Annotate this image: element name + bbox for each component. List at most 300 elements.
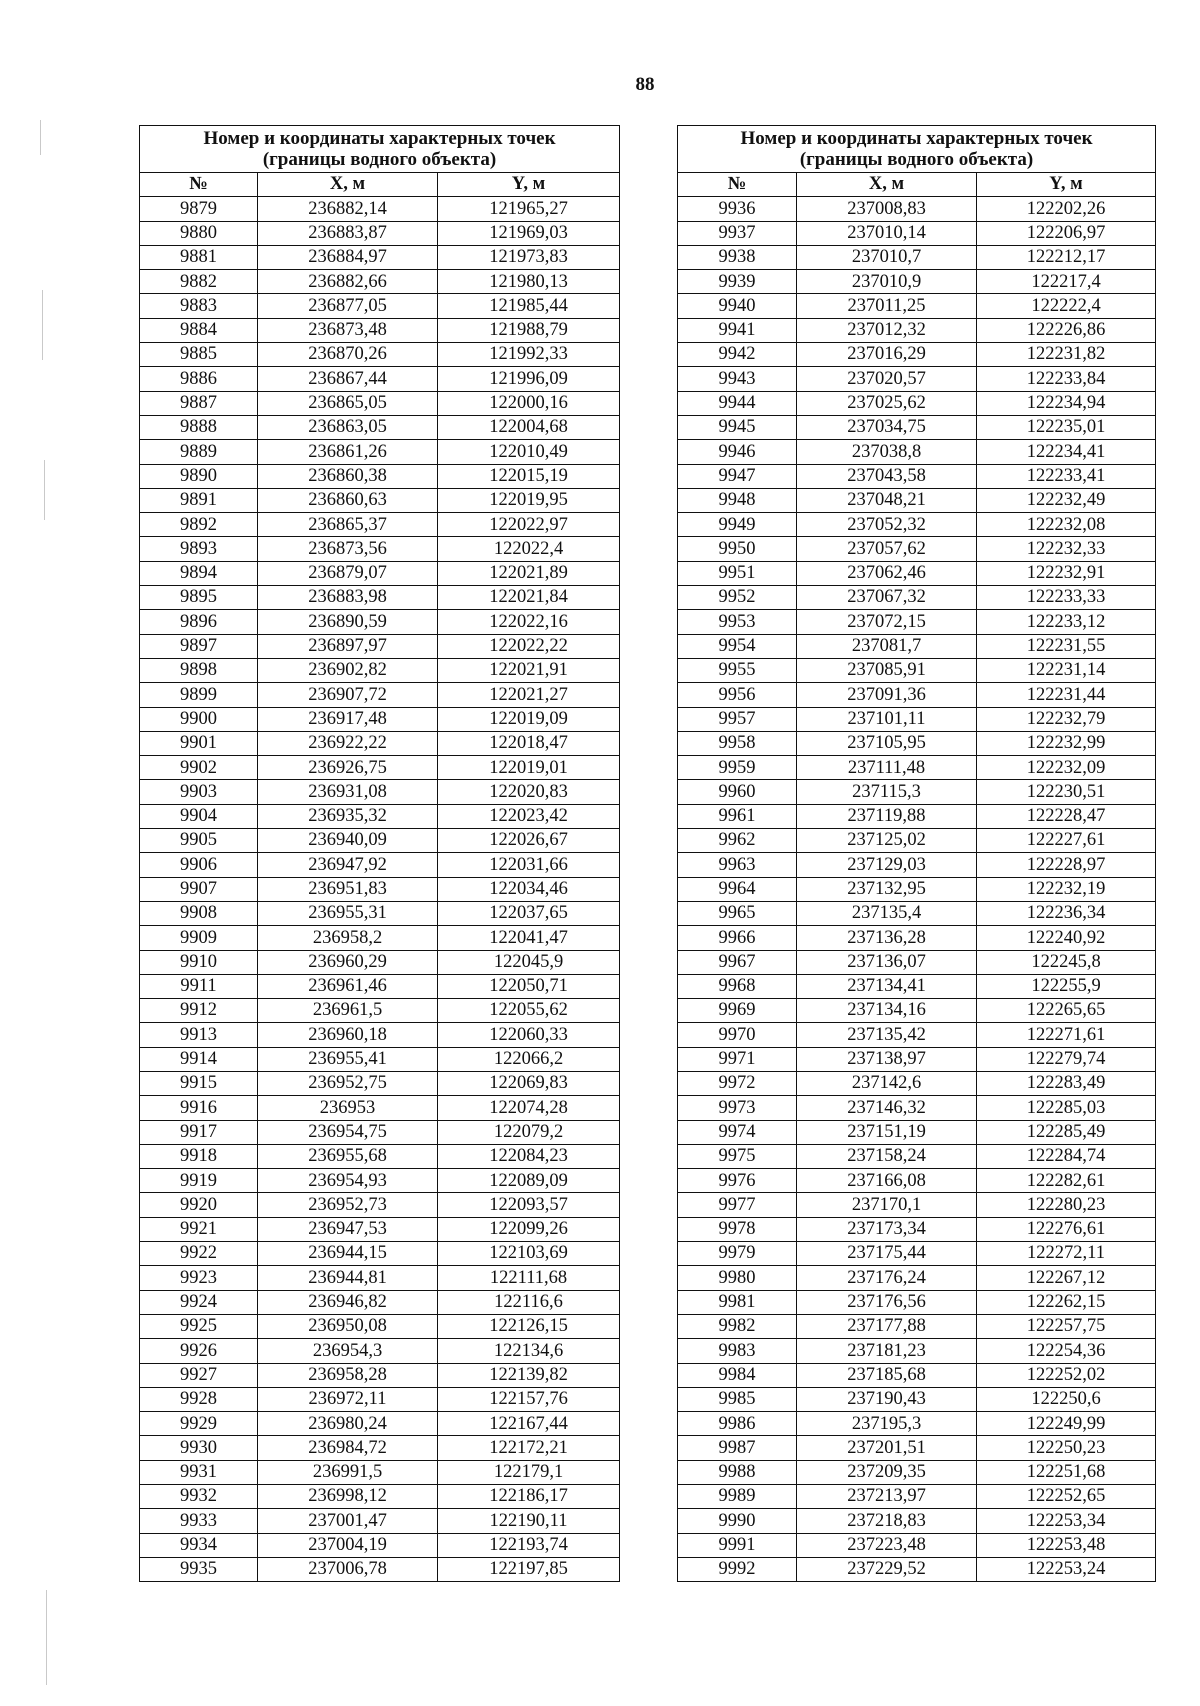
cell-point-number: 9982 (678, 1314, 797, 1338)
cell-x-coordinate: 236882,66 (258, 270, 438, 294)
cell-x-coordinate: 237209,35 (797, 1460, 977, 1484)
cell-x-coordinate: 236946,82 (258, 1290, 438, 1314)
cell-point-number: 9893 (140, 537, 258, 561)
cell-x-coordinate: 236884,97 (258, 245, 438, 269)
cell-y-coordinate: 122280,23 (977, 1193, 1156, 1217)
cell-point-number: 9981 (678, 1290, 797, 1314)
cell-point-number: 9920 (140, 1193, 258, 1217)
table-row (140, 853, 620, 877)
cell-y-coordinate: 121992,33 (438, 343, 620, 367)
cell-point-number: 9977 (678, 1193, 797, 1217)
cell-point-number: 9946 (678, 440, 797, 464)
cell-y-coordinate: 122157,76 (438, 1387, 620, 1411)
cell-y-coordinate: 122231,14 (977, 658, 1156, 682)
cell-x-coordinate: 237129,03 (797, 853, 977, 877)
cell-point-number: 9915 (140, 1071, 258, 1095)
coordinates-table-left (139, 125, 620, 1582)
cell-point-number: 9972 (678, 1071, 797, 1095)
table-row (140, 1339, 620, 1363)
table-row (140, 343, 620, 367)
cell-x-coordinate: 237229,52 (797, 1557, 977, 1581)
table-row (678, 1096, 1156, 1120)
cell-y-coordinate: 122285,49 (977, 1120, 1156, 1144)
cell-point-number: 9940 (678, 294, 797, 318)
cell-point-number: 9953 (678, 610, 797, 634)
cell-y-coordinate: 122018,47 (438, 731, 620, 755)
cell-y-coordinate: 122226,86 (977, 318, 1156, 342)
cell-y-coordinate: 122251,68 (977, 1460, 1156, 1484)
cell-point-number: 9974 (678, 1120, 797, 1144)
cell-y-coordinate: 122271,61 (977, 1023, 1156, 1047)
table-row (140, 1169, 620, 1193)
cell-point-number: 9952 (678, 586, 797, 610)
cell-x-coordinate: 236958,2 (258, 926, 438, 950)
cell-x-coordinate: 237091,36 (797, 683, 977, 707)
cell-x-coordinate: 237195,3 (797, 1412, 977, 1436)
cell-point-number: 9941 (678, 318, 797, 342)
table-row (140, 415, 620, 439)
cell-point-number: 9925 (140, 1314, 258, 1338)
cell-x-coordinate: 236952,75 (258, 1071, 438, 1095)
cell-point-number: 9958 (678, 731, 797, 755)
table-row (140, 658, 620, 682)
cell-y-coordinate: 122285,03 (977, 1096, 1156, 1120)
cell-y-coordinate: 122022,22 (438, 634, 620, 658)
table-row (678, 901, 1156, 925)
cell-y-coordinate: 122060,33 (438, 1023, 620, 1047)
cell-y-coordinate: 122257,75 (977, 1314, 1156, 1338)
cell-y-coordinate: 122004,68 (438, 415, 620, 439)
cell-point-number: 9896 (140, 610, 258, 634)
cell-x-coordinate: 236883,87 (258, 221, 438, 245)
column-header-y: Y, м (438, 173, 620, 197)
table-row (140, 926, 620, 950)
cell-x-coordinate: 236980,24 (258, 1412, 438, 1436)
cell-point-number: 9892 (140, 513, 258, 537)
table-row (140, 561, 620, 585)
cell-point-number: 9934 (140, 1533, 258, 1557)
cell-y-coordinate: 122093,57 (438, 1193, 620, 1217)
table-row (140, 950, 620, 974)
cell-x-coordinate: 237012,32 (797, 318, 977, 342)
table-row (678, 1217, 1156, 1241)
cell-x-coordinate: 236931,08 (258, 780, 438, 804)
cell-x-coordinate: 237016,29 (797, 343, 977, 367)
cell-x-coordinate: 237151,19 (797, 1120, 977, 1144)
caption-subtitle: (границы водного объекта) (262, 149, 497, 170)
table-row (140, 1266, 620, 1290)
cell-y-coordinate: 122167,44 (438, 1412, 620, 1436)
cell-point-number: 9986 (678, 1412, 797, 1436)
page-number: 88 (635, 74, 655, 95)
cell-point-number: 9937 (678, 221, 797, 245)
table-row (678, 1436, 1156, 1460)
table-row (140, 221, 620, 245)
cell-point-number: 9971 (678, 1047, 797, 1071)
cell-y-coordinate: 122262,15 (977, 1290, 1156, 1314)
cell-y-coordinate: 122202,26 (977, 197, 1156, 221)
cell-y-coordinate: 122022,97 (438, 513, 620, 537)
cell-x-coordinate: 237048,21 (797, 488, 977, 512)
cell-y-coordinate: 122020,83 (438, 780, 620, 804)
cell-x-coordinate: 236947,53 (258, 1217, 438, 1241)
cell-y-coordinate: 122031,66 (438, 853, 620, 877)
cell-x-coordinate: 236907,72 (258, 683, 438, 707)
table-row (678, 756, 1156, 780)
cell-y-coordinate: 122230,51 (977, 780, 1156, 804)
cell-point-number: 9936 (678, 197, 797, 221)
cell-y-coordinate: 122099,26 (438, 1217, 620, 1241)
cell-x-coordinate: 237201,51 (797, 1436, 977, 1460)
cell-y-coordinate: 122253,48 (977, 1533, 1156, 1557)
table-row (678, 829, 1156, 853)
table-row (678, 683, 1156, 707)
cell-point-number: 9912 (140, 999, 258, 1023)
cell-point-number: 9978 (678, 1217, 797, 1241)
cell-x-coordinate: 236865,05 (258, 391, 438, 415)
table-row (678, 1557, 1156, 1581)
cell-point-number: 9973 (678, 1096, 797, 1120)
table-row (140, 1363, 620, 1387)
cell-point-number: 9929 (140, 1412, 258, 1436)
cell-y-coordinate: 122232,49 (977, 488, 1156, 512)
cell-point-number: 9923 (140, 1266, 258, 1290)
cell-x-coordinate: 237010,7 (797, 245, 977, 269)
table-row (140, 731, 620, 755)
cell-x-coordinate: 236882,14 (258, 197, 438, 221)
column-header-number: № (678, 173, 797, 197)
cell-x-coordinate: 236952,73 (258, 1193, 438, 1217)
cell-y-coordinate: 122055,62 (438, 999, 620, 1023)
table-row (678, 586, 1156, 610)
cell-y-coordinate: 122023,42 (438, 804, 620, 828)
cell-y-coordinate: 122034,46 (438, 877, 620, 901)
cell-y-coordinate: 122233,84 (977, 367, 1156, 391)
cell-x-coordinate: 237190,43 (797, 1387, 977, 1411)
cell-y-coordinate: 122232,99 (977, 731, 1156, 755)
table-row (140, 999, 620, 1023)
table-row (140, 1120, 620, 1144)
cell-point-number: 9942 (678, 343, 797, 367)
table-row (678, 634, 1156, 658)
cell-y-coordinate: 122010,49 (438, 440, 620, 464)
cell-x-coordinate: 237034,75 (797, 415, 977, 439)
table-body-right (678, 197, 1156, 1582)
cell-x-coordinate: 236947,92 (258, 853, 438, 877)
table-row (678, 440, 1156, 464)
table-row (678, 999, 1156, 1023)
cell-y-coordinate: 122253,34 (977, 1509, 1156, 1533)
table-row (140, 1290, 620, 1314)
cell-y-coordinate: 122228,47 (977, 804, 1156, 828)
cell-y-coordinate: 122041,47 (438, 926, 620, 950)
table-row (678, 1193, 1156, 1217)
cell-y-coordinate: 122232,09 (977, 756, 1156, 780)
table-row (678, 294, 1156, 318)
cell-point-number: 9880 (140, 221, 258, 245)
cell-y-coordinate: 122134,6 (438, 1339, 620, 1363)
cell-point-number: 9962 (678, 829, 797, 853)
table-row (140, 974, 620, 998)
cell-point-number: 9949 (678, 513, 797, 537)
cell-y-coordinate: 122245,8 (977, 950, 1156, 974)
table-row (678, 780, 1156, 804)
table-row (140, 829, 620, 853)
cell-point-number: 9950 (678, 537, 797, 561)
cell-point-number: 9985 (678, 1387, 797, 1411)
table-row (678, 1460, 1156, 1484)
cell-y-coordinate: 122111,68 (438, 1266, 620, 1290)
cell-point-number: 9990 (678, 1509, 797, 1533)
cell-y-coordinate: 122254,36 (977, 1339, 1156, 1363)
cell-point-number: 9963 (678, 853, 797, 877)
cell-point-number: 9888 (140, 415, 258, 439)
cell-y-coordinate: 122231,55 (977, 634, 1156, 658)
cell-point-number: 9979 (678, 1242, 797, 1266)
table-row (678, 464, 1156, 488)
table-row (140, 1460, 620, 1484)
cell-point-number: 9959 (678, 756, 797, 780)
cell-point-number: 9989 (678, 1485, 797, 1509)
cell-point-number: 9955 (678, 658, 797, 682)
cell-x-coordinate: 236954,93 (258, 1169, 438, 1193)
cell-point-number: 9887 (140, 391, 258, 415)
cell-y-coordinate: 122279,74 (977, 1047, 1156, 1071)
cell-x-coordinate: 237177,88 (797, 1314, 977, 1338)
cell-x-coordinate: 236879,07 (258, 561, 438, 585)
cell-y-coordinate: 122139,82 (438, 1363, 620, 1387)
cell-x-coordinate: 237072,15 (797, 610, 977, 634)
cell-point-number: 9951 (678, 561, 797, 585)
cell-y-coordinate: 122022,16 (438, 610, 620, 634)
cell-point-number: 9930 (140, 1436, 258, 1460)
cell-point-number: 9891 (140, 488, 258, 512)
cell-point-number: 9948 (678, 488, 797, 512)
table-row (140, 391, 620, 415)
cell-x-coordinate: 236860,63 (258, 488, 438, 512)
cell-x-coordinate: 236991,5 (258, 1460, 438, 1484)
cell-x-coordinate: 237134,16 (797, 999, 977, 1023)
table-row (140, 488, 620, 512)
cell-x-coordinate: 237115,3 (797, 780, 977, 804)
cell-x-coordinate: 237011,25 (797, 294, 977, 318)
cell-y-coordinate: 122232,08 (977, 513, 1156, 537)
table-row (678, 1314, 1156, 1338)
cell-x-coordinate: 237142,6 (797, 1071, 977, 1095)
cell-point-number: 9931 (140, 1460, 258, 1484)
table-row (140, 610, 620, 634)
cell-y-coordinate: 122206,97 (977, 221, 1156, 245)
table-row (140, 586, 620, 610)
table-row (140, 756, 620, 780)
cell-x-coordinate: 236998,12 (258, 1485, 438, 1509)
table-row (678, 1485, 1156, 1509)
cell-y-coordinate: 122232,79 (977, 707, 1156, 731)
cell-x-coordinate: 237158,24 (797, 1144, 977, 1168)
cell-x-coordinate: 236951,83 (258, 877, 438, 901)
cell-point-number: 9975 (678, 1144, 797, 1168)
cell-y-coordinate: 122228,97 (977, 853, 1156, 877)
cell-y-coordinate: 122037,65 (438, 901, 620, 925)
table-row (678, 513, 1156, 537)
caption-title: Номер и координаты характерных точек (740, 128, 1093, 149)
table-row (678, 731, 1156, 755)
cell-point-number: 9980 (678, 1266, 797, 1290)
cell-point-number: 9988 (678, 1460, 797, 1484)
cell-point-number: 9967 (678, 950, 797, 974)
table-row (140, 318, 620, 342)
table-row (678, 1047, 1156, 1071)
cell-x-coordinate: 236960,29 (258, 950, 438, 974)
cell-y-coordinate: 122231,82 (977, 343, 1156, 367)
cell-y-coordinate: 122267,12 (977, 1266, 1156, 1290)
cell-point-number: 9881 (140, 245, 258, 269)
table-row (678, 343, 1156, 367)
table-row (678, 853, 1156, 877)
cell-point-number: 9987 (678, 1436, 797, 1460)
cell-x-coordinate: 237136,07 (797, 950, 977, 974)
cell-y-coordinate: 122193,74 (438, 1533, 620, 1557)
cell-y-coordinate: 122000,16 (438, 391, 620, 415)
table-row (140, 1485, 620, 1509)
cell-x-coordinate: 237006,78 (258, 1557, 438, 1581)
cell-point-number: 9900 (140, 707, 258, 731)
cell-x-coordinate: 236863,05 (258, 415, 438, 439)
cell-y-coordinate: 122233,12 (977, 610, 1156, 634)
cell-y-coordinate: 122272,11 (977, 1242, 1156, 1266)
cell-x-coordinate: 237132,95 (797, 877, 977, 901)
cell-x-coordinate: 236954,75 (258, 1120, 438, 1144)
cell-x-coordinate: 237025,62 (797, 391, 977, 415)
table-row (678, 270, 1156, 294)
table-caption (678, 126, 1156, 173)
cell-point-number: 9894 (140, 561, 258, 585)
table-row (140, 1047, 620, 1071)
scan-artifact-line (42, 290, 43, 360)
cell-x-coordinate: 236950,08 (258, 1314, 438, 1338)
cell-point-number: 9954 (678, 634, 797, 658)
cell-point-number: 9926 (140, 1339, 258, 1363)
cell-x-coordinate: 237170,1 (797, 1193, 977, 1217)
cell-point-number: 9961 (678, 804, 797, 828)
cell-x-coordinate: 236902,82 (258, 658, 438, 682)
table-row (678, 707, 1156, 731)
cell-y-coordinate: 122079,2 (438, 1120, 620, 1144)
table-row (140, 1144, 620, 1168)
cell-x-coordinate: 236860,38 (258, 464, 438, 488)
cell-point-number: 9884 (140, 318, 258, 342)
coordinates-table-right (677, 125, 1156, 1582)
cell-y-coordinate: 122250,23 (977, 1436, 1156, 1460)
cell-y-coordinate: 122019,95 (438, 488, 620, 512)
cell-x-coordinate: 236890,59 (258, 610, 438, 634)
table-row (140, 1412, 620, 1436)
cell-x-coordinate: 237175,44 (797, 1242, 977, 1266)
table-row (140, 270, 620, 294)
cell-y-coordinate: 122116,6 (438, 1290, 620, 1314)
cell-point-number: 9947 (678, 464, 797, 488)
caption-title: Номер и координаты характерных точек (203, 128, 556, 149)
cell-point-number: 9938 (678, 245, 797, 269)
table-row (140, 901, 620, 925)
table-row (678, 488, 1156, 512)
cell-x-coordinate: 237218,83 (797, 1509, 977, 1533)
cell-x-coordinate: 236877,05 (258, 294, 438, 318)
column-header-x: X, м (258, 173, 438, 197)
cell-point-number: 9911 (140, 974, 258, 998)
cell-point-number: 9905 (140, 829, 258, 853)
cell-point-number: 9984 (678, 1363, 797, 1387)
cell-point-number: 9933 (140, 1509, 258, 1533)
cell-x-coordinate: 237001,47 (258, 1509, 438, 1533)
cell-x-coordinate: 237136,28 (797, 926, 977, 950)
cell-x-coordinate: 236870,26 (258, 343, 438, 367)
cell-y-coordinate: 122234,94 (977, 391, 1156, 415)
cell-y-coordinate: 122235,01 (977, 415, 1156, 439)
cell-point-number: 9901 (140, 731, 258, 755)
cell-y-coordinate: 122126,15 (438, 1314, 620, 1338)
table-row (678, 1509, 1156, 1533)
cell-x-coordinate: 236873,48 (258, 318, 438, 342)
cell-point-number: 9922 (140, 1242, 258, 1266)
cell-x-coordinate: 236958,28 (258, 1363, 438, 1387)
cell-y-coordinate: 122282,61 (977, 1169, 1156, 1193)
table-row (678, 804, 1156, 828)
cell-point-number: 9914 (140, 1047, 258, 1071)
cell-x-coordinate: 236961,5 (258, 999, 438, 1023)
table-row (140, 1193, 620, 1217)
cell-y-coordinate: 122231,44 (977, 683, 1156, 707)
table-row (140, 1436, 620, 1460)
cell-x-coordinate: 237111,48 (797, 756, 977, 780)
cell-x-coordinate: 237173,34 (797, 1217, 977, 1241)
cell-x-coordinate: 237135,4 (797, 901, 977, 925)
cell-point-number: 9944 (678, 391, 797, 415)
cell-point-number: 9919 (140, 1169, 258, 1193)
cell-y-coordinate: 122265,65 (977, 999, 1156, 1023)
cell-x-coordinate: 236954,3 (258, 1339, 438, 1363)
cell-x-coordinate: 236873,56 (258, 537, 438, 561)
table-row (678, 1120, 1156, 1144)
cell-point-number: 9908 (140, 901, 258, 925)
cell-x-coordinate: 236940,09 (258, 829, 438, 853)
column-header-y: Y, м (977, 173, 1156, 197)
cell-point-number: 9917 (140, 1120, 258, 1144)
cell-y-coordinate: 122234,41 (977, 440, 1156, 464)
cell-y-coordinate: 122022,4 (438, 537, 620, 561)
table-row (678, 610, 1156, 634)
table-row (678, 415, 1156, 439)
cell-y-coordinate: 122255,9 (977, 974, 1156, 998)
table-row (140, 294, 620, 318)
cell-x-coordinate: 237105,95 (797, 731, 977, 755)
table-row (678, 974, 1156, 998)
cell-x-coordinate: 237020,57 (797, 367, 977, 391)
cell-y-coordinate: 122172,21 (438, 1436, 620, 1460)
table-row (678, 221, 1156, 245)
cell-point-number: 9928 (140, 1387, 258, 1411)
cell-x-coordinate: 236926,75 (258, 756, 438, 780)
table-row (140, 877, 620, 901)
cell-x-coordinate: 236944,15 (258, 1242, 438, 1266)
cell-y-coordinate: 122227,61 (977, 829, 1156, 853)
cell-y-coordinate: 122069,83 (438, 1071, 620, 1095)
table-row (678, 1242, 1156, 1266)
cell-x-coordinate: 236883,98 (258, 586, 438, 610)
cell-x-coordinate: 237134,41 (797, 974, 977, 998)
cell-x-coordinate: 237176,24 (797, 1266, 977, 1290)
cell-x-coordinate: 237010,14 (797, 221, 977, 245)
